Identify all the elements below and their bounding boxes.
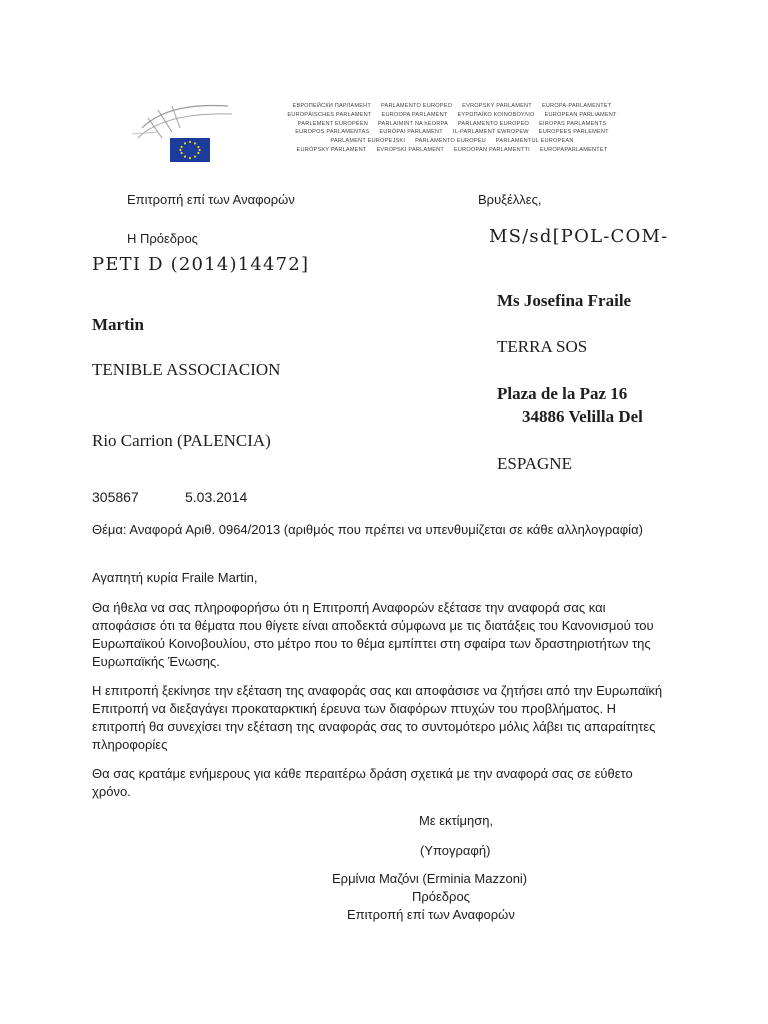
letter-paragraph-1: Θα ήθελα να σας πληροφορήσω ότι η Επιτροπή Αναφορών εξέτασε την αναφορά σας και αποφάσισε ότι τα θέματα που θίγετε είναι αποδεκτά σύμφωνα με τις διατάξεις του Κανονισμού του Ευρωπαϊκού Κοινοβουλίου, στο μέτρο που το θέμα εμπίπτει στη σφαίρα των δραστηριοτήτων της Ευρωπαϊκής Ένωσης. bbox=[92, 600, 654, 669]
letter-paragraph-2: Η επιτροπή ξεκίνησε την εξέταση της αναφοράς σας και αποφάσισε να ζητήσει από την Ευρωπαϊκή Επιτροπή να διεξαγάγει προκαταρκτική έρευνα των διαφόρων πτυχών του προβλήματος. Η επιτροπή θα συνεχίσει την εξέταση της αναφοράς σας το συντομότερο μόλις λάβει τις απαραίτητες πληροφορίες bbox=[92, 683, 663, 752]
closing-regards: Με εκτίμηση, bbox=[419, 813, 494, 828]
reference-part-2: PETI D (2014)14472] bbox=[92, 254, 310, 275]
signature-placeholder: (Υπογραφή) bbox=[420, 843, 491, 858]
signatory-name: Ερμίνια Μαζόνι (Erminia Mazzoni) bbox=[332, 871, 528, 886]
language-line: EUROPÄISCHES PARLAMENT EUROOPA PARLAMENT ΕΥΡΩΠΑΪΚΟ ΚΟΙΝΟΒΟΥΛΙΟ EUROPEAN PARLIAMENT bbox=[287, 111, 617, 118]
sender-chair: Η Πρόεδρος bbox=[127, 231, 198, 246]
signatory-title: Πρόεδρος bbox=[412, 889, 470, 904]
recipient-name-cont: Martin bbox=[92, 315, 144, 334]
language-line: EURÓPSKY PARLAMENT EVROPSKI PARLAMENT EUROOPAN PARLAMENTTI EUROPAPARLAMENTET bbox=[296, 146, 608, 153]
signatory-committee: Επιτροπή επί των Αναφορών bbox=[347, 907, 515, 922]
language-line: PARLEMENT EUROPÉEN PARLAIMINT NA hEORPA PARLAMENTO EUROPEO EIROPAS PARLAMENTS bbox=[297, 120, 607, 127]
letter-subject: Θέμα: Αναφορά Αριθ. 0964/2013 (αριθμός που πρέπει να υπενθυμίζεται σε κάθε αλληλογραφία) bbox=[92, 522, 643, 537]
letter-number: 305867 bbox=[92, 489, 139, 505]
recipient-street: Plaza de la Paz 16 bbox=[497, 384, 628, 403]
recipient-postcode-city: 34886 Velilla Del bbox=[522, 407, 643, 426]
letter-city: Βρυξέλλες, bbox=[478, 192, 542, 207]
sender-committee: Επιτροπή επί των Αναφορών bbox=[127, 192, 295, 207]
recipient-organisation-cont: TENIBLE ASSOCIACION bbox=[92, 360, 281, 379]
recipient-name: Ms Josefina Fraile bbox=[497, 291, 632, 310]
language-names bbox=[244, 102, 660, 155]
recipient-city-cont: Rio Carrion (PALENCIA) bbox=[92, 431, 271, 450]
reference-part-1: MS/sd[POL-COM- bbox=[489, 226, 669, 247]
language-line: EUROPOS PARLAMENTAS EURÓPAI PARLAMENT IL-PARLAMENT EWROPEW EUROPEES PARLEMENT bbox=[295, 129, 609, 136]
letter-date: 5.03.2014 bbox=[185, 489, 248, 505]
recipient-organisation: TERRA SOS bbox=[497, 337, 588, 356]
language-line: PARLAMENT EUROPEJSKI PARLAMENTO EUROPEU PARLAMENTUL EUROPEAN bbox=[330, 138, 574, 145]
letter-salutation: Αγαπητή κυρία Fraile Martin, bbox=[92, 570, 258, 585]
letter-paragraph-3: Θα σας κρατάμε ενήμερους για κάθε περαιτέρω δράση σχετικά με την αναφορά σας σε εύθετο χρόνο. bbox=[92, 766, 633, 799]
recipient-country: ESPAGNE bbox=[497, 454, 572, 473]
letterhead bbox=[128, 98, 660, 178]
language-line: ЕВРОПЕЙСКИ ПАРЛАМЕНТ PARLAMENTO EUROPEO EVROPSKÝ PARLAMENT EUROPA-PARLAMENTET bbox=[292, 103, 612, 109]
european-parliament-logo bbox=[128, 98, 240, 172]
